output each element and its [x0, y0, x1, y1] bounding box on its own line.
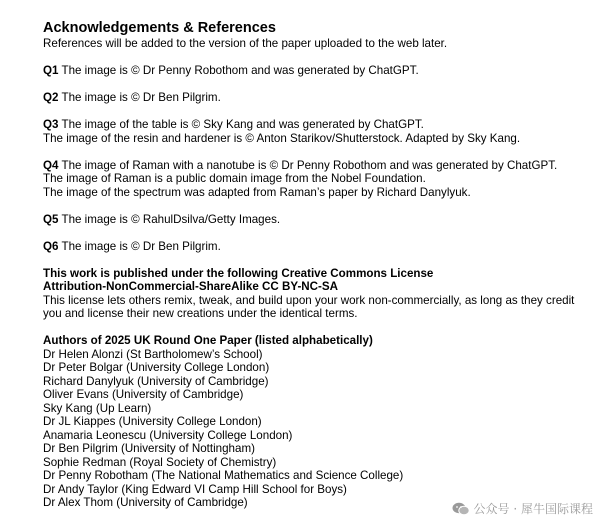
- author-item: Anamaria Leonescu (University College London): [43, 428, 293, 442]
- question-credit-q2: [43, 91, 588, 105]
- author-item: Dr JL Kiappes (University College London): [43, 415, 262, 428]
- question-label: Q5: [43, 212, 59, 226]
- license-section: [43, 267, 588, 321]
- watermark: [452, 500, 593, 517]
- question-credit-q4: [43, 159, 588, 200]
- author-item: Richard Danylyuk (University of Cambridge): [43, 374, 269, 388]
- author-item: Dr Andy Taylor (King Edward VI Camp Hill School for Boys): [43, 482, 347, 496]
- author-item: Dr Penny Robotham (The National Mathematics and Science College): [43, 469, 404, 482]
- question-label: Q6: [43, 239, 59, 253]
- credit-line: The image is © Dr Ben Pilgrim.: [61, 91, 221, 104]
- authors-section: [43, 334, 588, 510]
- credit-line: The image is © Dr Ben Pilgrim.: [61, 239, 221, 253]
- author-item: Sky Kang (Up Learn): [43, 401, 152, 415]
- author-item: Sophie Redman (Royal Society of Chemistry): [43, 455, 277, 469]
- wechat-icon: [452, 502, 470, 516]
- question-label: Q2: [43, 91, 59, 104]
- license-name: Attribution-NonCommercial-ShareAlike CC BY-NC-SA: [43, 280, 339, 293]
- credit-line: The image is © Dr Penny Robothom and was generated by ChatGPT.: [61, 64, 419, 77]
- license-heading: This work is published under the following Creative Commons License: [43, 266, 434, 280]
- intro-text: References will be added to the version of the paper uploaded to the web later.: [43, 37, 448, 50]
- author-item: Dr Alex Thom (University of Cambridge): [43, 496, 248, 509]
- author-item: Dr Peter Bolgar (University College London): [43, 361, 270, 374]
- question-credit-q5: [43, 213, 588, 227]
- author-item: Dr Ben Pilgrim (University of Nottingham): [43, 442, 255, 455]
- question-label: Q4: [43, 158, 59, 172]
- question-label: Q1: [43, 64, 59, 77]
- credit-line: The image of the spectrum was adapted from Raman’s paper by Richard Danylyuk.: [43, 185, 471, 199]
- author-item: Oliver Evans (University of Cambridge): [43, 388, 244, 401]
- credit-line: The image of the table is © Sky Kang and was generated by ChatGPT.: [61, 118, 424, 131]
- page-title: Acknowledgements & References: [43, 20, 276, 36]
- credit-line: The image is © RahulDsilva/Getty Images.: [61, 212, 281, 226]
- question-credit-q1: [43, 64, 588, 78]
- author-item: Dr Helen Alonzi (St Bartholomew’s School): [43, 347, 263, 361]
- acknowledgements-page: [43, 20, 588, 510]
- credit-line: The image of Raman with a nanotube is © Dr Penny Robothom and was generated by ChatGPT.: [61, 158, 558, 172]
- authors-heading: Authors of 2025 UK Round One Paper (listed alphabetically): [43, 334, 373, 347]
- question-label: Q3: [43, 118, 59, 131]
- question-credit-q6: [43, 240, 588, 254]
- question-credit-q3: [43, 118, 588, 145]
- credit-line: The image of the resin and hardener is © Anton Starikov/Shutterstock. Adapted by Sky Kang.: [43, 131, 521, 145]
- watermark-text: 公众号 · 犀牛国际课程: [473, 502, 593, 516]
- credit-line: The image of Raman is a public domain image from the Nobel Foundation.: [43, 172, 426, 185]
- license-description: This license lets others remix, tweak, and build upon your work non-commercially, as long as they credit you and license their new creations under the identical terms.: [43, 293, 575, 320]
